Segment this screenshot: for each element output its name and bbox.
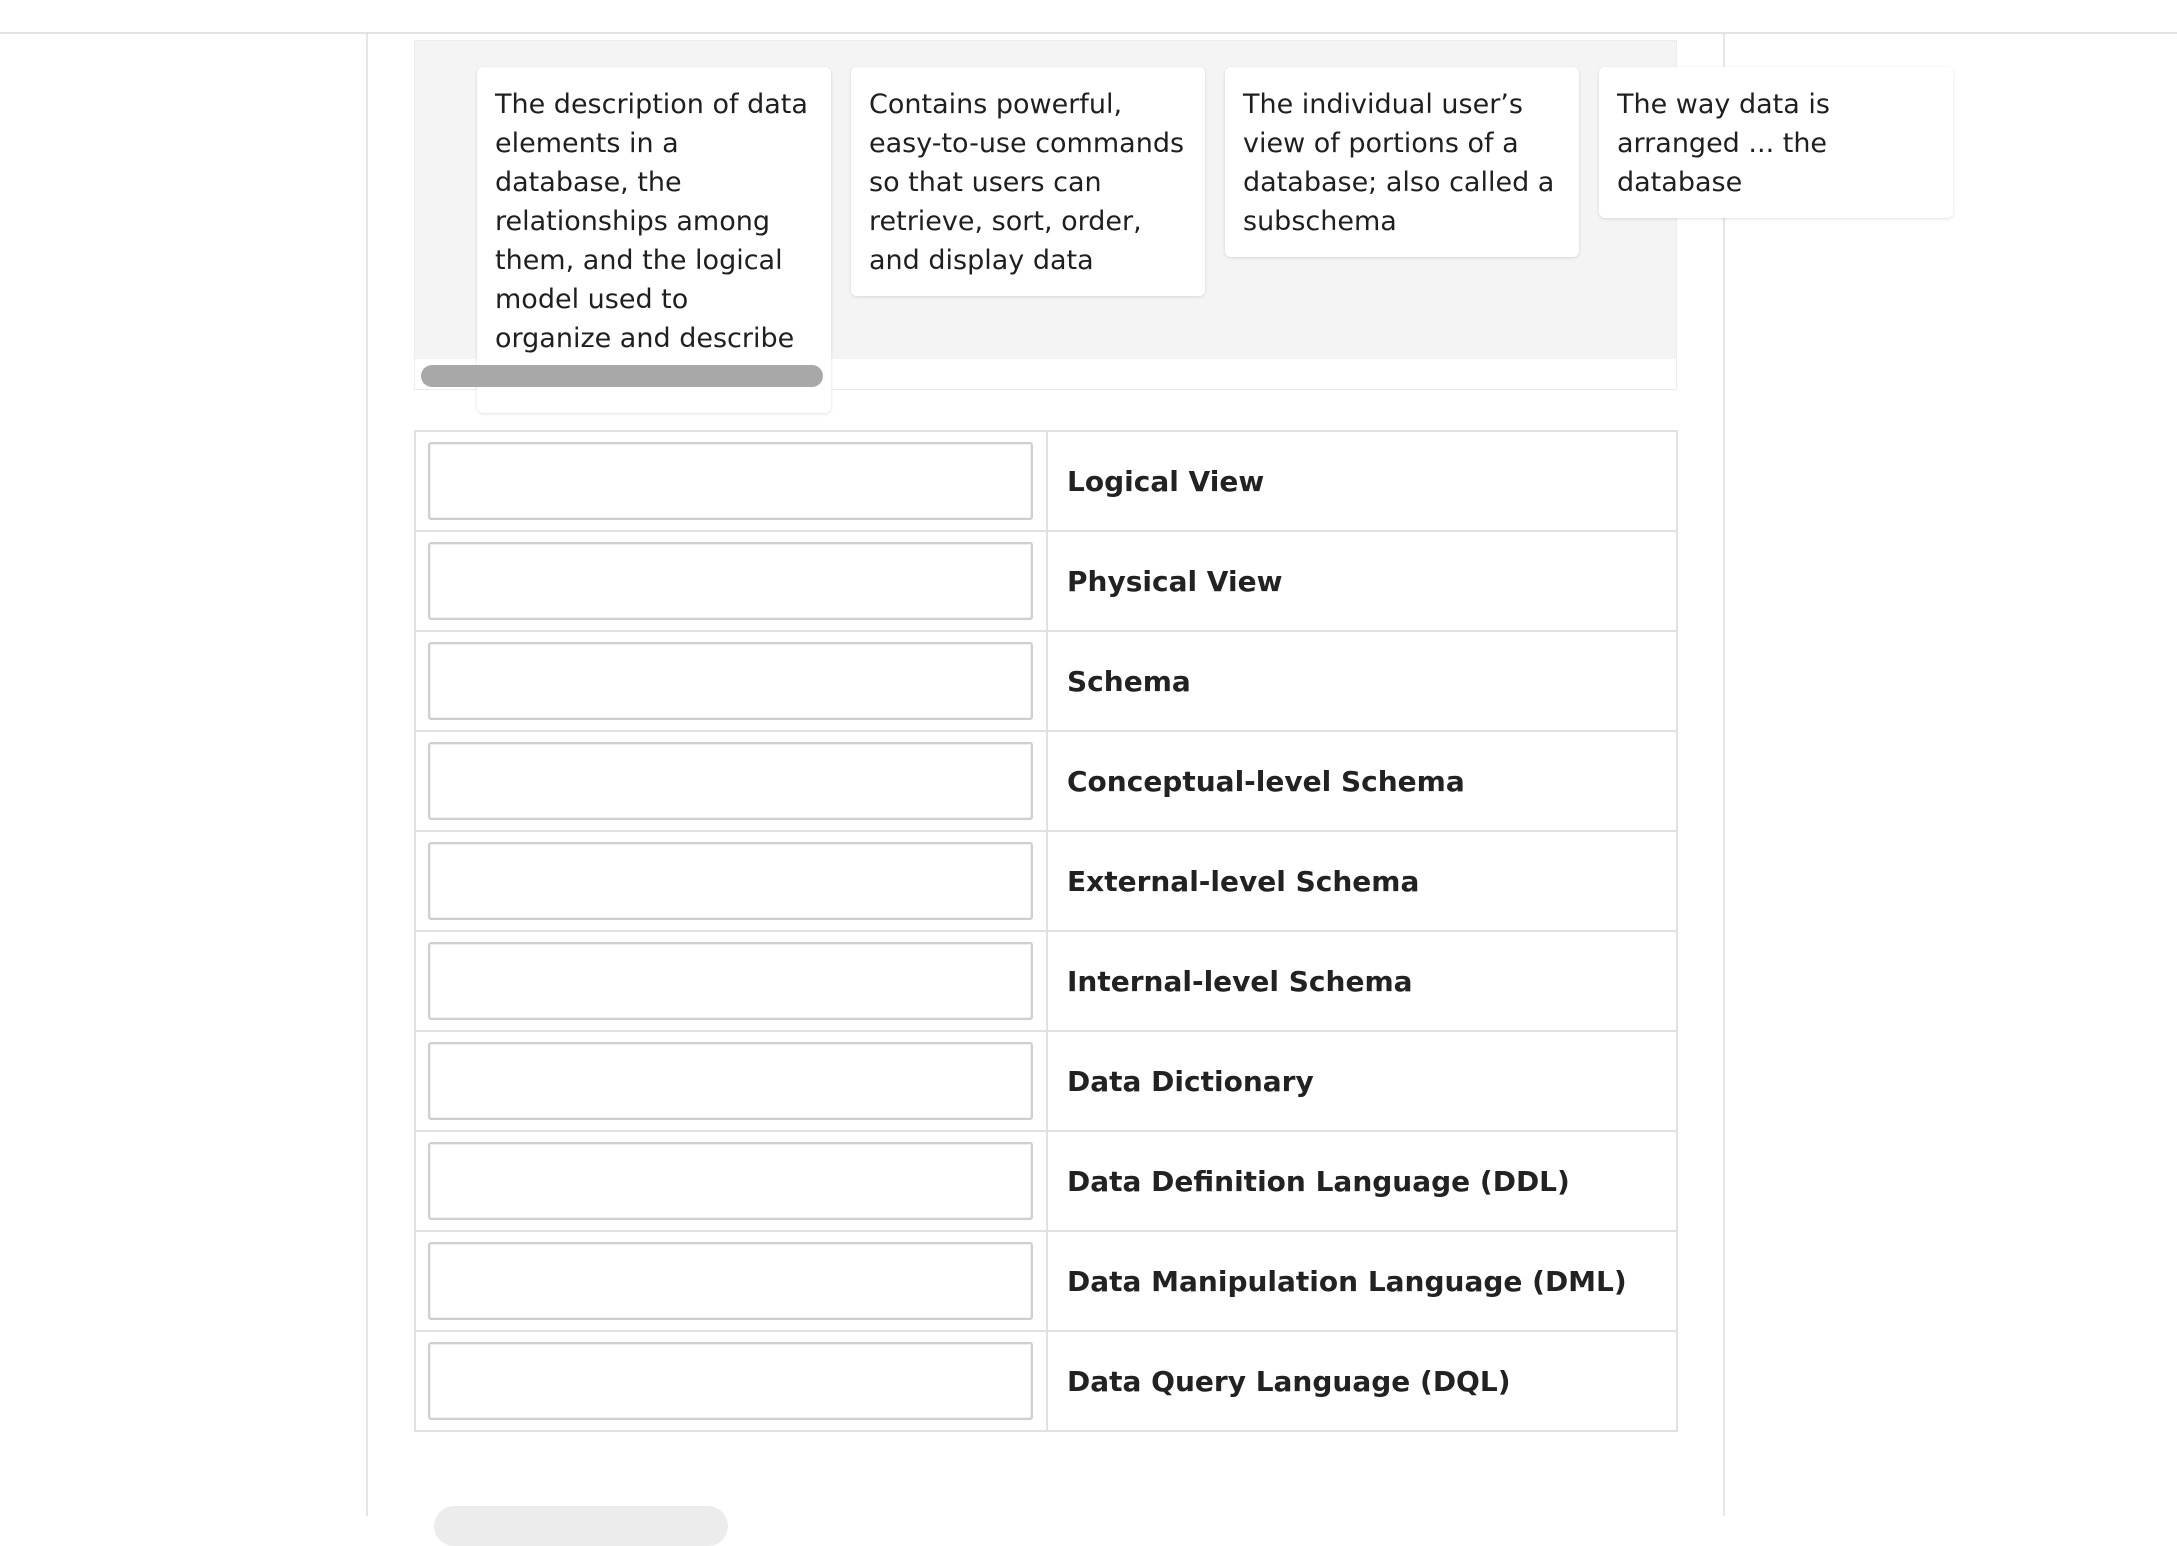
- answer-card[interactable]: The description of data elements in a database, the relationships among them, and the logical model used to organize and describe: [477, 67, 831, 413]
- drop-zone[interactable]: [428, 842, 1033, 920]
- table-row: [415, 931, 1677, 1031]
- submit-button[interactable]: [434, 1506, 728, 1546]
- table-row: [415, 731, 1677, 831]
- drop-zone[interactable]: [428, 742, 1033, 820]
- drop-zone[interactable]: [428, 1242, 1033, 1320]
- table-row: [415, 1031, 1677, 1131]
- table-row: [415, 1231, 1677, 1331]
- term-label: Data Dictionary: [1047, 1031, 1677, 1131]
- drop-zone[interactable]: [428, 642, 1033, 720]
- table-row: [415, 1131, 1677, 1231]
- term-label: Data Query Language (DQL): [1047, 1331, 1677, 1431]
- card-track: [415, 41, 1830, 359]
- drop-zone[interactable]: [428, 1142, 1033, 1220]
- term-label: Data Definition Language (DDL): [1047, 1131, 1677, 1231]
- table-row: [415, 631, 1677, 731]
- table-row: [415, 1331, 1677, 1431]
- carousel-scrollbar-thumb[interactable]: [421, 365, 823, 387]
- term-label: Logical View: [1047, 431, 1677, 531]
- term-label: Internal-level Schema: [1047, 931, 1677, 1031]
- drop-zone[interactable]: [428, 442, 1033, 520]
- table-row: [415, 531, 1677, 631]
- drop-zone[interactable]: [428, 1342, 1033, 1420]
- term-label: Conceptual-level Schema: [1047, 731, 1677, 831]
- drop-zone[interactable]: [428, 542, 1033, 620]
- term-label: Physical View: [1047, 531, 1677, 631]
- answer-card[interactable]: The individual user’s view of portions of a database; also called a subschema: [1225, 67, 1579, 257]
- term-label: Data Manipulation Language (DML): [1047, 1231, 1677, 1331]
- matching-table: [414, 430, 1678, 1432]
- answer-card[interactable]: The way data is arranged ... the database: [1599, 67, 1953, 218]
- term-label: External-level Schema: [1047, 831, 1677, 931]
- answer-card-carousel: [414, 40, 1830, 390]
- answer-card[interactable]: Contains powerful, easy-to-use commands so that users can retrieve, sort, order, and display data: [851, 67, 1205, 296]
- table-row: [415, 831, 1677, 931]
- drop-zone[interactable]: [428, 1042, 1033, 1120]
- term-label: Schema: [1047, 631, 1677, 731]
- drop-zone[interactable]: [428, 942, 1033, 1020]
- table-row: [415, 431, 1677, 531]
